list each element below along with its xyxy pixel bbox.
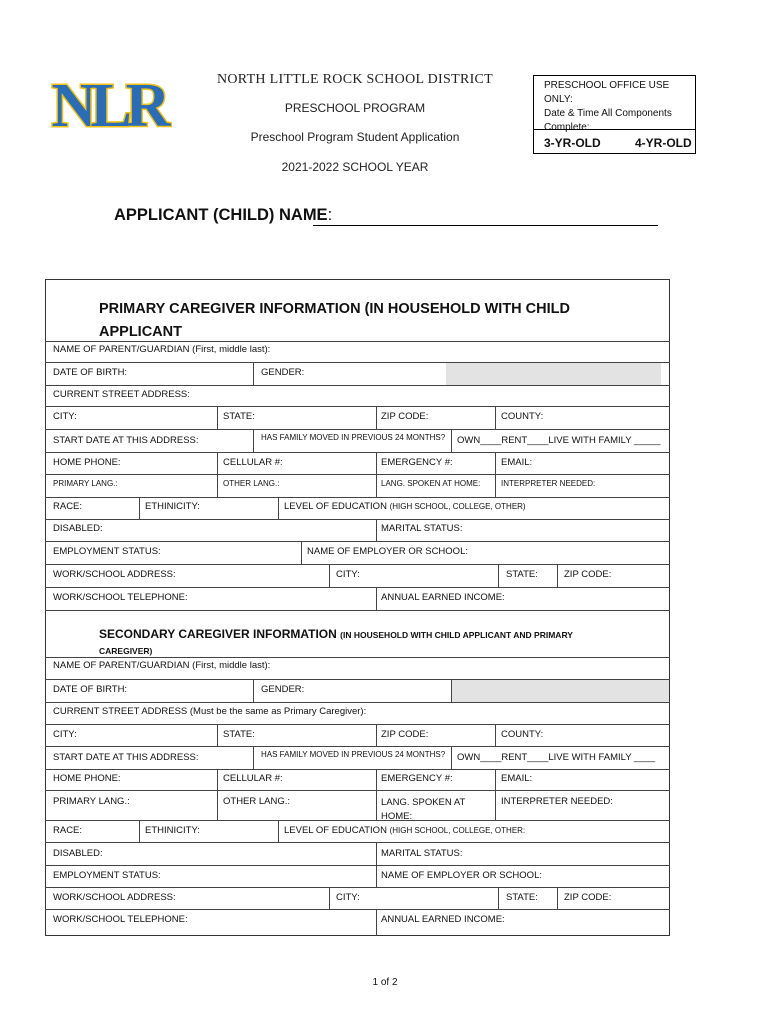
secondary-employer-field[interactable]: NAME OF EMPLOYER OR SCHOOL: bbox=[381, 870, 542, 881]
primary-email-field[interactable]: EMAIL: bbox=[501, 457, 533, 468]
primary-dob-field[interactable]: DATE OF BIRTH: bbox=[53, 367, 128, 378]
primary-disabled-field[interactable]: DISABLED: bbox=[53, 523, 103, 534]
program-title: PRESCHOOL PROGRAM bbox=[284, 101, 426, 115]
primary-zip-field[interactable]: ZIP CODE: bbox=[381, 411, 429, 422]
secondary-primary-lang-field[interactable]: PRIMARY LANG.: bbox=[53, 796, 130, 807]
secondary-section-title: SECONDARY CAREGIVER INFORMATION (IN HOUSEHOLD WITH CHILD APPLICANT AND PRIMARY bbox=[99, 627, 573, 641]
primary-marital-field[interactable]: MARITAL STATUS: bbox=[381, 523, 463, 534]
secondary-gender-field[interactable]: GENDER: bbox=[261, 684, 305, 695]
school-year: 2021-2022 SCHOOL YEAR bbox=[281, 160, 429, 174]
secondary-work-zip-field[interactable]: ZIP CODE: bbox=[564, 892, 612, 903]
secondary-cell-field[interactable]: CELLULAR #: bbox=[223, 773, 283, 784]
secondary-other-lang-field[interactable]: OTHER LANG.: bbox=[223, 796, 291, 807]
secondary-disabled-field[interactable]: DISABLED: bbox=[53, 848, 103, 859]
primary-gender-field[interactable]: GENDER: bbox=[261, 367, 305, 378]
primary-state-field[interactable]: STATE: bbox=[223, 411, 255, 422]
office-use-box bbox=[533, 75, 696, 154]
primary-lang-home-field[interactable]: LANG. SPOKEN AT HOME: bbox=[381, 479, 481, 488]
office-line2: Date & Time All Components bbox=[544, 108, 672, 119]
secondary-start-date-field[interactable]: START DATE AT THIS ADDRESS: bbox=[53, 752, 199, 763]
shaded-cell bbox=[446, 363, 661, 385]
primary-work-state-field[interactable]: STATE: bbox=[506, 569, 538, 580]
secondary-dob-field[interactable]: DATE OF BIRTH: bbox=[53, 684, 128, 695]
primary-race-field[interactable]: RACE: bbox=[53, 501, 83, 512]
office-line1: PRESCHOOL OFFICE USE ONLY: bbox=[544, 80, 670, 105]
secondary-street-field[interactable]: CURRENT STREET ADDRESS (Must be the same as Primary Caregiver): bbox=[53, 706, 367, 717]
secondary-race-field[interactable]: RACE: bbox=[53, 825, 83, 836]
applicant-name-label: APPLICANT (CHILD) NAME: bbox=[114, 206, 333, 224]
primary-other-lang-field[interactable]: OTHER LANG.: bbox=[223, 479, 280, 488]
primary-street-field[interactable]: CURRENT STREET ADDRESS: bbox=[53, 389, 190, 400]
secondary-city-field[interactable]: CITY: bbox=[53, 729, 77, 740]
primary-city-field[interactable]: CITY: bbox=[53, 411, 77, 422]
primary-moved-question: HAS FAMILY MOVED IN PREVIOUS 24 MONTHS? bbox=[261, 433, 446, 442]
divider bbox=[45, 341, 670, 342]
secondary-lang-home-field[interactable]: LANG. SPOKEN AT HOME: bbox=[381, 797, 466, 822]
secondary-employment-field[interactable]: EMPLOYMENT STATUS: bbox=[53, 870, 161, 881]
secondary-income-field[interactable]: ANNUAL EARNED INCOME: bbox=[381, 914, 505, 925]
primary-ethnicity-field[interactable]: ETHINICITY: bbox=[145, 501, 200, 512]
primary-emergency-field[interactable]: EMERGENCY #: bbox=[381, 457, 453, 468]
secondary-work-state-field[interactable]: STATE: bbox=[506, 892, 538, 903]
secondary-interpreter-field[interactable]: INTERPRETER NEEDED: bbox=[501, 796, 613, 807]
secondary-emergency-field[interactable]: EMERGENCY #: bbox=[381, 773, 453, 784]
primary-employment-field[interactable]: EMPLOYMENT STATUS: bbox=[53, 546, 161, 557]
primary-name-field[interactable]: NAME OF PARENT/GUARDIAN (First, middle last): bbox=[53, 344, 271, 355]
option-4yr[interactable]: 4-YR-OLD bbox=[635, 136, 692, 150]
shaded-cell bbox=[451, 680, 669, 702]
office-line3: Complete: bbox=[544, 122, 590, 133]
primary-employer-field[interactable]: NAME OF EMPLOYER OR SCHOOL: bbox=[307, 546, 468, 557]
primary-work-phone-field[interactable]: WORK/SCHOOL TELEPHONE: bbox=[53, 592, 188, 603]
primary-county-field[interactable]: COUNTY: bbox=[501, 411, 544, 422]
primary-work-city-field[interactable]: CITY: bbox=[336, 569, 360, 580]
primary-home-phone-field[interactable]: HOME PHONE: bbox=[53, 457, 121, 468]
primary-interpreter-field[interactable]: INTERPRETER NEEDED: bbox=[501, 479, 596, 488]
primary-work-address-field[interactable]: WORK/SCHOOL ADDRESS: bbox=[53, 569, 176, 580]
page-number: 1 of 2 bbox=[372, 977, 398, 988]
secondary-county-field[interactable]: COUNTY: bbox=[501, 729, 544, 740]
application-title: Preschool Program Student Application bbox=[250, 130, 460, 144]
nlr-logo bbox=[44, 68, 172, 140]
secondary-education-field[interactable]: LEVEL OF EDUCATION (HIGH SCHOOL, COLLEGE, OTHER: bbox=[284, 825, 526, 836]
primary-primary-lang-field[interactable]: PRIMARY LANG.: bbox=[53, 479, 118, 488]
primary-start-date-field[interactable]: START DATE AT THIS ADDRESS: bbox=[53, 435, 199, 446]
primary-housing-options[interactable]: OWN____RENT____LIVE WITH FAMILY _____ bbox=[457, 435, 661, 446]
primary-work-zip-field[interactable]: ZIP CODE: bbox=[564, 569, 612, 580]
secondary-name-field[interactable]: NAME OF PARENT/GUARDIAN (First, middle last): bbox=[53, 660, 271, 671]
secondary-housing-options[interactable]: OWN____RENT____LIVE WITH FAMILY ____ bbox=[457, 752, 656, 763]
primary-income-field[interactable]: ANNUAL EARNED INCOME: bbox=[381, 592, 505, 603]
secondary-work-phone-field[interactable]: WORK/SCHOOL TELEPHONE: bbox=[53, 914, 188, 925]
secondary-ethnicity-field[interactable]: ETHINICITY: bbox=[145, 825, 200, 836]
secondary-marital-field[interactable]: MARITAL STATUS: bbox=[381, 848, 463, 859]
applicant-name-field[interactable] bbox=[313, 225, 658, 226]
primary-education-field[interactable]: LEVEL OF EDUCATION (HIGH SCHOOL, COLLEGE, OTHER) bbox=[284, 501, 526, 512]
secondary-work-address-field[interactable]: WORK/SCHOOL ADDRESS: bbox=[53, 892, 176, 903]
secondary-work-city-field[interactable]: CITY: bbox=[336, 892, 360, 903]
district-title: NORTH LITTLE ROCK SCHOOL DISTRICT bbox=[216, 72, 494, 87]
secondary-state-field[interactable]: STATE: bbox=[223, 729, 255, 740]
logo-text: NLR bbox=[51, 72, 165, 140]
primary-cell-field[interactable]: CELLULAR #: bbox=[223, 457, 283, 468]
secondary-home-phone-field[interactable]: HOME PHONE: bbox=[53, 773, 121, 784]
primary-section-title: PRIMARY CAREGIVER INFORMATION (IN HOUSEHOLD WITH CHILD APPLICANT bbox=[99, 301, 570, 340]
secondary-title-note: CAREGIVER) bbox=[99, 646, 153, 656]
option-3yr[interactable]: 3-YR-OLD bbox=[544, 136, 601, 150]
secondary-email-field[interactable]: EMAIL: bbox=[501, 773, 533, 784]
secondary-zip-field[interactable]: ZIP CODE: bbox=[381, 729, 429, 740]
secondary-moved-question: HAS FAMILY MOVED IN PREVIOUS 24 MONTHS? bbox=[261, 750, 446, 759]
